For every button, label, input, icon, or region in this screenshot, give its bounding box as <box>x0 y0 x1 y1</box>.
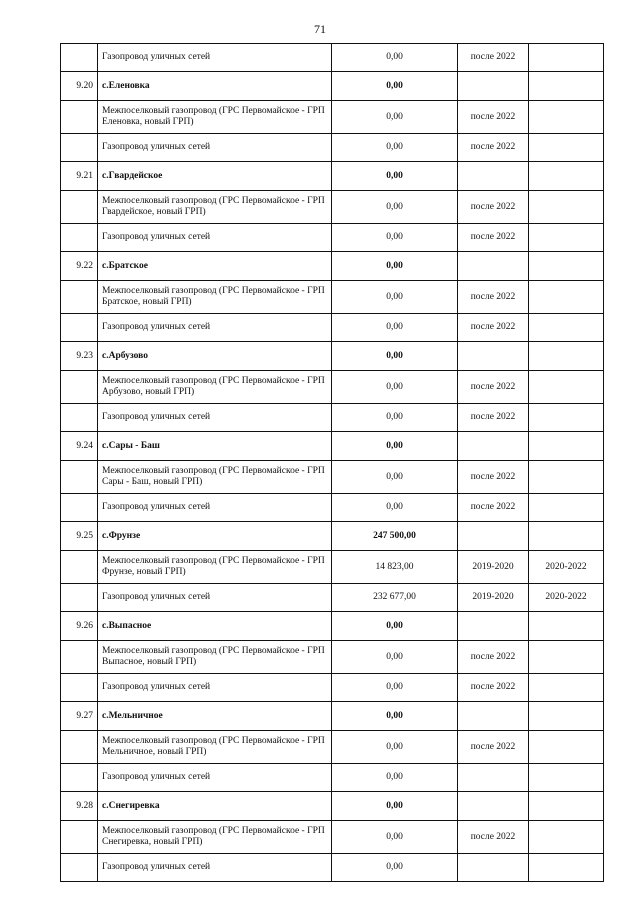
row-period-start-cell <box>458 342 529 371</box>
row-period-start-cell: после 2022 <box>458 44 529 72</box>
row-name-cell: Газопровод уличных сетей <box>98 224 332 252</box>
row-period-start-cell: после 2022 <box>458 191 529 224</box>
row-number-cell: 9.25 <box>61 522 98 551</box>
row-name-cell: Газопровод уличных сетей <box>98 584 332 612</box>
row-number-cell <box>61 731 98 764</box>
row-period-end-cell <box>529 134 604 162</box>
row-number-cell <box>61 641 98 674</box>
row-period-start-cell: после 2022 <box>458 731 529 764</box>
row-period-start-cell: после 2022 <box>458 494 529 522</box>
table-row <box>61 101 604 134</box>
row-name-cell: с.Снегиревка <box>98 792 332 821</box>
row-period-end-cell <box>529 44 604 72</box>
row-value-cell: 0,00 <box>332 252 458 281</box>
table-row <box>61 134 604 162</box>
table-row <box>61 404 604 432</box>
settlement-header-row <box>61 432 604 461</box>
row-number-cell <box>61 314 98 342</box>
settlement-header-row <box>61 342 604 371</box>
row-name-cell: Межпоселковый газопровод (ГРС Первомайское - ГРП Гвардейское, новый ГРП) <box>98 191 332 224</box>
row-value-cell: 0,00 <box>332 731 458 764</box>
table-row <box>61 314 604 342</box>
row-name-cell: Межпоселковый газопровод (ГРС Первомайское - ГРП Мельничное, новый ГРП) <box>98 731 332 764</box>
row-period-end-cell <box>529 404 604 432</box>
row-value-cell: 0,00 <box>332 404 458 432</box>
row-number-cell <box>61 224 98 252</box>
row-period-start-cell <box>458 522 529 551</box>
row-period-end-cell: 2020-2022 <box>529 551 604 584</box>
gas-pipeline-table <box>60 43 604 882</box>
table-row <box>61 821 604 854</box>
table-row <box>61 224 604 252</box>
row-value-cell: 0,00 <box>332 461 458 494</box>
row-value-cell: 0,00 <box>332 494 458 522</box>
row-value-cell: 14 823,00 <box>332 551 458 584</box>
row-number-cell <box>61 551 98 584</box>
row-name-cell: Газопровод уличных сетей <box>98 44 332 72</box>
row-value-cell: 0,00 <box>332 674 458 702</box>
row-period-start-cell <box>458 854 529 882</box>
row-number-cell: 9.28 <box>61 792 98 821</box>
row-name-cell: Газопровод уличных сетей <box>98 404 332 432</box>
row-period-end-cell <box>529 342 604 371</box>
row-period-end-cell <box>529 371 604 404</box>
row-name-cell: с.Сары - Баш <box>98 432 332 461</box>
table-row <box>61 764 604 792</box>
settlement-header-row <box>61 612 604 641</box>
row-value-cell: 0,00 <box>332 224 458 252</box>
row-period-start-cell: 2019-2020 <box>458 584 529 612</box>
row-period-start-cell <box>458 162 529 191</box>
row-value-cell: 0,00 <box>332 612 458 641</box>
row-period-end-cell: 2020-2022 <box>529 584 604 612</box>
row-period-end-cell <box>529 314 604 342</box>
table-row <box>61 641 604 674</box>
row-value-cell: 0,00 <box>332 792 458 821</box>
row-period-start-cell: после 2022 <box>458 134 529 162</box>
row-period-end-cell <box>529 72 604 101</box>
table-row <box>61 731 604 764</box>
row-value-cell: 0,00 <box>332 44 458 72</box>
row-number-cell <box>61 101 98 134</box>
row-name-cell: с.Арбузово <box>98 342 332 371</box>
row-name-cell: Межпоселковый газопровод (ГРС Первомайское - ГРП Снегиревка, новый ГРП) <box>98 821 332 854</box>
row-period-start-cell <box>458 432 529 461</box>
row-number-cell <box>61 821 98 854</box>
row-period-start-cell: после 2022 <box>458 674 529 702</box>
row-value-cell: 0,00 <box>332 342 458 371</box>
row-name-cell: с.Мельничное <box>98 702 332 731</box>
row-period-end-cell <box>529 281 604 314</box>
row-number-cell <box>61 404 98 432</box>
settlement-header-row <box>61 702 604 731</box>
row-period-end-cell <box>529 702 604 731</box>
table-row <box>61 584 604 612</box>
row-name-cell: Межпоселковый газопровод (ГРС Первомайское - ГРП Выпасное, новый ГРП) <box>98 641 332 674</box>
settlement-header-row <box>61 522 604 551</box>
row-name-cell: с.Гвардейское <box>98 162 332 191</box>
row-number-cell <box>61 494 98 522</box>
row-name-cell: Межпоселковый газопровод (ГРС Первомайское - ГРП Фрунзе, новый ГРП) <box>98 551 332 584</box>
row-value-cell: 0,00 <box>332 281 458 314</box>
row-number-cell <box>61 461 98 494</box>
row-period-start-cell: после 2022 <box>458 281 529 314</box>
row-name-cell: с.Фрунзе <box>98 522 332 551</box>
row-period-end-cell <box>529 162 604 191</box>
table-row <box>61 854 604 882</box>
row-period-start-cell: после 2022 <box>458 224 529 252</box>
row-value-cell: 0,00 <box>332 101 458 134</box>
row-period-end-cell <box>529 522 604 551</box>
settlement-header-row <box>61 162 604 191</box>
row-name-cell: Газопровод уличных сетей <box>98 494 332 522</box>
row-value-cell: 247 500,00 <box>332 522 458 551</box>
row-period-end-cell <box>529 461 604 494</box>
row-number-cell: 9.26 <box>61 612 98 641</box>
row-period-start-cell: после 2022 <box>458 101 529 134</box>
row-value-cell: 0,00 <box>332 371 458 404</box>
table-row <box>61 44 604 72</box>
row-period-start-cell: после 2022 <box>458 821 529 854</box>
row-number-cell <box>61 764 98 792</box>
row-number-cell: 9.20 <box>61 72 98 101</box>
row-period-start-cell <box>458 764 529 792</box>
row-period-start-cell: после 2022 <box>458 461 529 494</box>
row-name-cell: Газопровод уличных сетей <box>98 674 332 702</box>
row-period-end-cell <box>529 224 604 252</box>
row-name-cell: с.Еленовка <box>98 72 332 101</box>
row-period-end-cell <box>529 854 604 882</box>
table-row <box>61 191 604 224</box>
table-row <box>61 494 604 522</box>
row-name-cell: Межпоселковый газопровод (ГРС Первомайское - ГРП Арбузово, новый ГРП) <box>98 371 332 404</box>
row-number-cell <box>61 371 98 404</box>
row-value-cell: 0,00 <box>332 764 458 792</box>
row-value-cell: 232 677,00 <box>332 584 458 612</box>
row-period-end-cell <box>529 821 604 854</box>
row-period-start-cell: после 2022 <box>458 371 529 404</box>
row-name-cell: Газопровод уличных сетей <box>98 854 332 882</box>
row-period-end-cell <box>529 101 604 134</box>
row-name-cell: с.Братское <box>98 252 332 281</box>
row-period-end-cell <box>529 252 604 281</box>
row-period-end-cell <box>529 731 604 764</box>
row-value-cell: 0,00 <box>332 314 458 342</box>
row-name-cell: Газопровод уличных сетей <box>98 764 332 792</box>
row-period-end-cell <box>529 674 604 702</box>
row-value-cell: 0,00 <box>332 702 458 731</box>
row-value-cell: 0,00 <box>332 854 458 882</box>
table-row <box>61 674 604 702</box>
row-value-cell: 0,00 <box>332 191 458 224</box>
settlement-header-row <box>61 72 604 101</box>
row-number-cell: 9.27 <box>61 702 98 731</box>
row-name-cell: Межпоселковый газопровод (ГРС Первомайское - ГРП Братское, новый ГРП) <box>98 281 332 314</box>
row-period-start-cell: 2019-2020 <box>458 551 529 584</box>
row-number-cell <box>61 134 98 162</box>
row-name-cell: с.Выпасное <box>98 612 332 641</box>
row-name-cell: Межпоселковый газопровод (ГРС Первомайское - ГРП Сары - Баш, новый ГРП) <box>98 461 332 494</box>
row-number-cell <box>61 191 98 224</box>
row-period-start-cell <box>458 252 529 281</box>
row-period-end-cell <box>529 432 604 461</box>
row-period-start-cell: после 2022 <box>458 641 529 674</box>
row-value-cell: 0,00 <box>332 432 458 461</box>
table-body <box>61 44 604 882</box>
row-name-cell: Межпоселковый газопровод (ГРС Первомайское - ГРП Еленовка, новый ГРП) <box>98 101 332 134</box>
page-number: 71 <box>314 22 326 36</box>
row-period-end-cell <box>529 764 604 792</box>
row-period-end-cell <box>529 792 604 821</box>
row-value-cell: 0,00 <box>332 641 458 674</box>
table-row <box>61 281 604 314</box>
row-number-cell <box>61 44 98 72</box>
row-period-start-cell <box>458 72 529 101</box>
row-number-cell <box>61 674 98 702</box>
row-number-cell: 9.22 <box>61 252 98 281</box>
settlement-header-row <box>61 792 604 821</box>
row-value-cell: 0,00 <box>332 162 458 191</box>
row-number-cell: 9.24 <box>61 432 98 461</box>
row-period-start-cell <box>458 792 529 821</box>
row-period-end-cell <box>529 191 604 224</box>
row-name-cell: Газопровод уличных сетей <box>98 134 332 162</box>
table-row <box>61 461 604 494</box>
row-period-end-cell <box>529 494 604 522</box>
table-row <box>61 371 604 404</box>
row-period-start-cell <box>458 702 529 731</box>
table-row <box>61 551 604 584</box>
row-value-cell: 0,00 <box>332 72 458 101</box>
row-value-cell: 0,00 <box>332 134 458 162</box>
row-number-cell <box>61 281 98 314</box>
row-number-cell: 9.21 <box>61 162 98 191</box>
row-period-start-cell <box>458 612 529 641</box>
row-name-cell: Газопровод уличных сетей <box>98 314 332 342</box>
row-number-cell <box>61 854 98 882</box>
row-number-cell: 9.23 <box>61 342 98 371</box>
row-period-start-cell: после 2022 <box>458 404 529 432</box>
row-number-cell <box>61 584 98 612</box>
row-period-start-cell: после 2022 <box>458 314 529 342</box>
row-period-end-cell <box>529 612 604 641</box>
settlement-header-row <box>61 252 604 281</box>
row-period-end-cell <box>529 641 604 674</box>
row-value-cell: 0,00 <box>332 821 458 854</box>
